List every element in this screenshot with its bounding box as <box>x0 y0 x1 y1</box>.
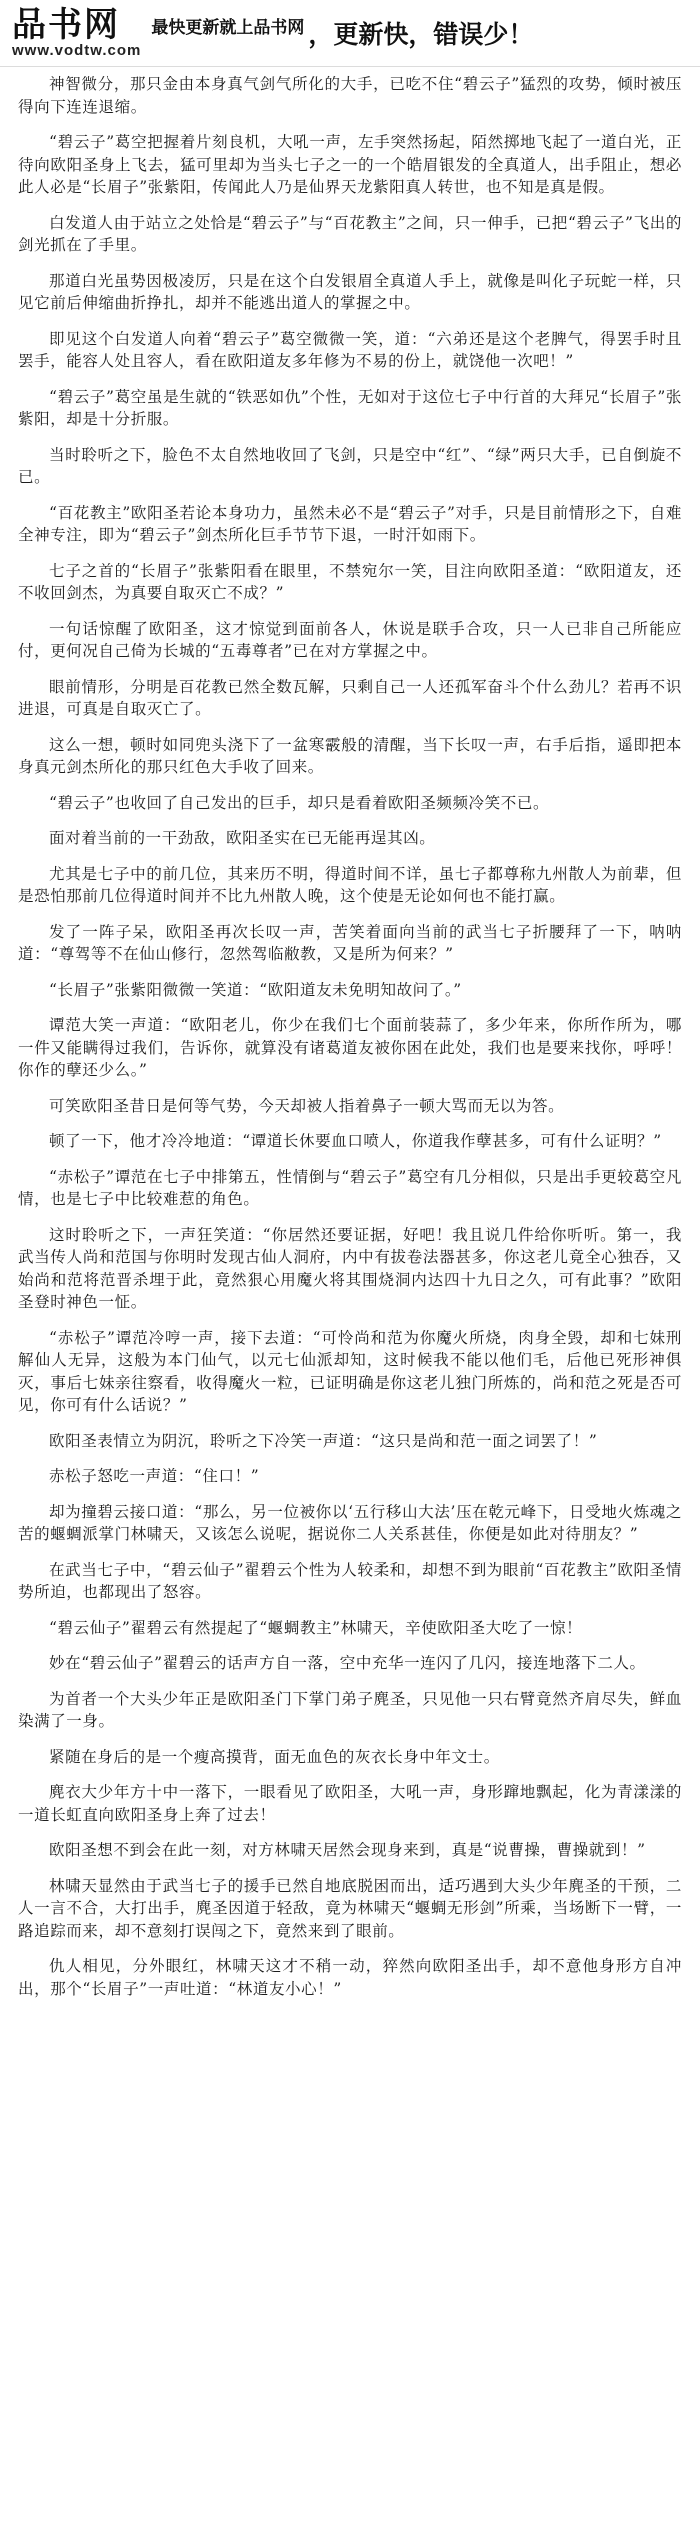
paragraph: 顿了一下，他才冷冷地道：“谭道长休要血口喷人，你道我作孽甚多，可有什么证明？” <box>49 1132 662 1150</box>
paragraph: 神智微分，那只金由本身真气剑气所化的大手，已吃不住“碧云子”猛烈的攻势，倾时被压得向下连连退缩。 <box>18 75 682 116</box>
paragraph: 那道白光虽势因极凌厉，只是在这个白发银眉全真道人手上，就像是叫化子玩蛇一样，只见它前后伸缩曲折挣扎，却并不能逃出道人的掌握之中。 <box>18 271 682 312</box>
paragraph: 当时聆听之下，脸色不太自然地收回了飞剑，只是空中“红”、“绿”两只大手，已自倒旋不已。 <box>18 445 682 486</box>
slogan-small: 最快更新就上品书网 <box>151 18 305 38</box>
paragraph: 在武当七子中，“碧云仙子”翟碧云个性为人较柔和，却想不到为眼前“百花教主”欧阳圣情势所迫，也都现出了怒容。 <box>18 1560 682 1601</box>
paragraph: 即见这个白发道人向着“碧云子”葛空微微一笑，道：“六弟还是这个老脾气，得罢手时且罢手，能容人处且容人，看在欧阳道友多年修为不易的份上，就饶他一次吧！” <box>18 329 682 370</box>
site-header <box>0 0 700 67</box>
paragraph: 林啸天显然由于武当七子的援手已然自地底脱困而出，适巧遇到大头少年麂圣的干预，二人一言不合，大打出手，麂圣因道于轻敌，竟为林啸天“蝘蜩无形剑”所乘，当场断下一臂，一路追踪而来，却不意刻打误闯之下，竟然来到了眼前。 <box>18 1876 682 1940</box>
paragraph: “赤松子”谭范冷哼一声，接下去道：“可怜尚和范为你魔火所烧，肉身全毁，却和七妹刑解仙人无异，这般为本门仙气，以元七仙派却知，这时候我不能以他们毛，后他已死形神俱灭，事后七妹亲往察看，收得魔火一粒，已证明确是你这老儿独门所炼的，尚和范之死是否可见，你可有什么话说？” <box>18 1328 682 1414</box>
paragraph: 这时聆听之下，一声狂笑道：“你居然还要证据，好吧！我且说几件给你听听。第一，我武当传人尚和范国与你明时发现古仙人洞府，内中有拔卷法器甚多，你这老儿竟全心独吞，又始尚和范将范晋杀埋于此，竟然狠心用魔火将其围烧洞内达四十九日之久，可有此事？”欧阳圣登时神色一怔。 <box>18 1225 682 1311</box>
paragraph: 欧阳圣想不到会在此一刻，对方林啸天居然会现身来到，真是“说曹操，曹操就到！” <box>49 1841 646 1859</box>
paragraph: 一句话惊醒了欧阳圣，这才惊觉到面前各人，休说是联手合攻，只一人已非自己所能应付，更何况自己倚为长城的“五毒尊者”已在对方掌握之中。 <box>18 619 682 660</box>
paragraph: 白发道人由于站立之处恰是“碧云子”与“百花教主”之间，只一伸手，已把“碧云子”飞出的剑光抓在了手里。 <box>18 213 682 254</box>
paragraph: 发了一阵子呆，欧阳圣再次长叹一声，苦笑着面向当前的武当七子折腰拜了一下，呐呐道：“尊驾等不在仙山修行，忽然驾临敝教，又是所为何来？” <box>18 922 682 963</box>
paragraph: “百花教主”欧阳圣若论本身功力，虽然未必不是“碧云子”对手，只是目前情形之下，自难全神专注，即为“碧云子”剑杰所化巨手节节下退，一时汗如雨下。 <box>18 503 682 544</box>
paragraph: 却为撞碧云接口道：“那么，另一位被你以‘五行移山大法’压在乾元峰下，日受地火炼魂之苦的蝘蜩派掌门林啸天，又该怎么说呢，据说你二人关系甚佳，你便是如此对待朋友？” <box>18 1502 682 1543</box>
paragraph: “碧云子”葛空虽是生就的“铁恶如仇”个性，无如对于这位七子中行首的大拜兄“长眉子”张紫阳，却是十分折服。 <box>18 387 682 428</box>
slogan-big: ，更新快，错误少！ <box>308 20 534 49</box>
paragraph: 七子之首的“长眉子”张紫阳看在眼里，不禁宛尔一笑，目注向欧阳圣道：“欧阳道友，还不收回剑杰，为真要自取灭亡不成？” <box>18 561 682 602</box>
paragraph: 赤松子怒吃一声道：“住口！” <box>49 1467 260 1485</box>
paragraph: “赤松子”谭范在七子中排第五，性情倒与“碧云子”葛空有几分相似，只是出手更较葛空凡情，也是七子中比较难惹的角色。 <box>18 1167 682 1208</box>
paragraph: “长眉子”张紫阳微微一笑道：“欧阳道友未免明知故问了。” <box>49 980 462 999</box>
paragraph: 欧阳圣表情立为阴沉，聆听之下冷笑一声道：“这只是尚和范一面之词罢了！” <box>49 1431 598 1450</box>
paragraph: 这么一想，顿时如同兜头浇下了一盆寒霰般的清醒，当下长叹一声，右手后指，遥即把本身真元剑杰所化的那只红色大手收了回来。 <box>18 735 682 776</box>
paragraph: “碧云子”葛空把握着片刻良机，大吼一声，左手突然扬起，陌然掷地飞起了一道白光，正待向欧阳圣身上飞去，猛可里却为当头七子之一的一个皓眉银发的全真道人，出手阻止，想必此人必是“长眉子”张紫阳，传闻此人乃是仙界天龙紫阳真人转世，也不知是真是假。 <box>18 133 682 196</box>
paragraph: 眼前情形，分明是百花教已然全数瓦解，只剩自己一人还孤军奋斗个什么劲儿？若再不识进退，可真是自取灭亡了。 <box>18 677 682 718</box>
logo-text: 品书网 <box>12 5 120 45</box>
site-logo[interactable] <box>12 7 141 59</box>
paragraph: 谭范大笑一声道：“欧阳老儿，你少在我们七个面前装蒜了，多少年来，你所作所为，哪一件又能瞒得过我们，告诉你，就算没有诸葛道友被你困在此处，我们也是要来找你，呼呼！你作的孽还少么。” <box>18 1016 682 1079</box>
logo-url: www.vodtw.com <box>12 42 142 59</box>
site-slogan <box>151 15 533 51</box>
paragraph: “碧云仙子”翟碧云有然提起了“蝘蜩教主”林啸天，辛使欧阳圣大吃了一惊！ <box>49 1618 583 1637</box>
paragraph: 妙在“碧云仙子”翟碧云的话声方自一落，空中充华一连闪了几闪，接连地落下二人。 <box>49 1654 646 1672</box>
paragraph: 尤其是七子中的前几位，其来历不明，得道时间不详，虽七子都尊称九州散人为前辈，但是恐怕那前几位得道时间并不比九州散人晚，这个使是无论如何也不能打赢。 <box>18 864 682 905</box>
paragraph: 可笑欧阳圣昔日是何等气势，今天却被人指着鼻子一顿大骂而无以为答。 <box>49 1096 565 1115</box>
chapter-content <box>0 67 700 2000</box>
paragraph: 麂衣大少年方十中一落下，一眼看见了欧阳圣，大吼一声，身形蹿地飘起，化为青漾漾的一道长虹直向欧阳圣身上奔了过去！ <box>18 1783 682 1824</box>
paragraph: 为首者一个大头少年正是欧阳圣门下掌门弟子麂圣，只见他一只右臂竟然齐肩尽失，鲜血染满了一身。 <box>18 1689 682 1730</box>
paragraph: 紧随在身后的是一个瘦高摸背，面无血色的灰衣长身中年文士。 <box>49 1747 500 1766</box>
paragraph: “碧云子”也收回了自己发出的巨手，却只是看着欧阳圣频频冷笑不已。 <box>49 793 550 812</box>
paragraph: 仇人相见，分外眼红，林啸天这才不稍一动，猝然向欧阳圣出手，却不意他身形方自冲出，那个“长眉子”一声吐道：“林道友小心！” <box>18 1957 682 1998</box>
paragraph: 面对着当前的一干劲敌，欧阳圣实在已无能再逞其凶。 <box>49 829 436 847</box>
